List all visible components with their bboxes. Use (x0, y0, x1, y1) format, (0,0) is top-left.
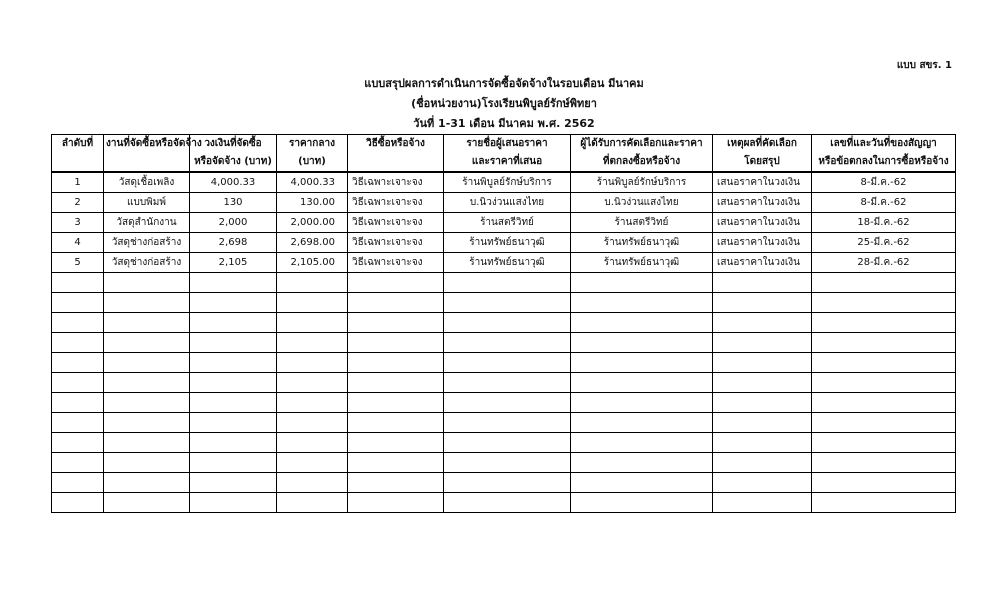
cell-budget: 2,105 (190, 253, 277, 273)
empty-table-row (52, 493, 956, 513)
cell-item: วัสดุสำนักงาน (104, 213, 190, 233)
form-code: แบบ สขร. 1 (896, 60, 952, 71)
empty-cell (713, 413, 812, 433)
empty-cell (277, 393, 348, 413)
empty-table-row (52, 453, 956, 473)
empty-cell (52, 293, 104, 313)
empty-cell (104, 273, 190, 293)
cell-reason: เสนอราคาในวงเงิน (713, 253, 812, 273)
cell-selected: ร้านพิบูลย์รักษ์บริการ (571, 172, 713, 193)
cell-selected: ร้านทรัพย์ธนาวุฒิ (571, 233, 713, 253)
empty-cell (713, 333, 812, 353)
empty-cell (52, 433, 104, 453)
empty-cell (571, 313, 713, 333)
empty-table-row (52, 293, 956, 313)
empty-cell (348, 493, 444, 513)
empty-cell (444, 473, 571, 493)
empty-cell (571, 373, 713, 393)
cell-selected: ร้านทรัพย์ธนาวุฒิ (571, 253, 713, 273)
cell-seq: 5 (52, 253, 104, 273)
empty-cell (190, 313, 277, 333)
cell-contract: 8-มี.ค.-62 (812, 193, 956, 213)
empty-cell (444, 293, 571, 313)
cell-seq: 4 (52, 233, 104, 253)
cell-seq: 1 (52, 172, 104, 193)
header-selected-2: ที่ตกลงซื้อหรือจ้าง (571, 153, 713, 172)
header-budget: วงเงินที่จัดซื้อ (190, 135, 277, 154)
empty-cell (277, 453, 348, 473)
empty-cell (713, 453, 812, 473)
empty-cell (812, 273, 956, 293)
cell-seq: 2 (52, 193, 104, 213)
empty-cell (190, 473, 277, 493)
empty-table-row (52, 413, 956, 433)
cell-reason: เสนอราคาในวงเงิน (713, 193, 812, 213)
empty-cell (104, 453, 190, 473)
empty-cell (52, 413, 104, 433)
empty-cell (812, 313, 956, 333)
empty-table-row (52, 333, 956, 353)
empty-cell (104, 493, 190, 513)
empty-cell (104, 413, 190, 433)
empty-cell (104, 373, 190, 393)
header-method-2 (348, 153, 444, 172)
empty-cell (571, 413, 713, 433)
empty-cell (52, 313, 104, 333)
empty-table-row (52, 353, 956, 373)
cell-item: วัสดุเชื้อเพลิง (104, 172, 190, 193)
empty-cell (713, 393, 812, 413)
empty-cell (571, 453, 713, 473)
table-row (52, 233, 956, 253)
empty-cell (571, 493, 713, 513)
empty-cell (104, 293, 190, 313)
header-median-price: ราคากลาง (277, 135, 348, 154)
empty-cell (571, 333, 713, 353)
cell-method: วิธีเฉพาะเจาะจง (348, 233, 444, 253)
empty-cell (348, 313, 444, 333)
empty-cell (277, 433, 348, 453)
empty-cell (812, 473, 956, 493)
empty-cell (812, 333, 956, 353)
empty-cell (52, 453, 104, 473)
cell-contract: 18-มี.ค.-62 (812, 213, 956, 233)
cell-selected: บ.นิวง่วนแสงไทย (571, 193, 713, 213)
empty-cell (812, 453, 956, 473)
empty-cell (444, 273, 571, 293)
empty-cell (444, 413, 571, 433)
empty-cell (571, 353, 713, 373)
header-item: งานที่จัดซื้อหรือจัดจ้าง (104, 135, 190, 154)
empty-cell (190, 273, 277, 293)
empty-cell (812, 433, 956, 453)
table-row (52, 172, 956, 193)
empty-cell (348, 293, 444, 313)
empty-table-row (52, 393, 956, 413)
header-row-1 (52, 135, 956, 154)
empty-cell (571, 273, 713, 293)
header-seq: ลำดับที่ (52, 135, 104, 154)
empty-cell (348, 473, 444, 493)
empty-cell (277, 373, 348, 393)
cell-bidders: ร้านทรัพย์ธนาวุฒิ (444, 233, 571, 253)
empty-cell (104, 473, 190, 493)
empty-cell (444, 493, 571, 513)
empty-cell (277, 333, 348, 353)
header-selected: ผู้ได้รับการคัดเลือกและราคา (571, 135, 713, 154)
empty-cell (812, 373, 956, 393)
cell-seq: 3 (52, 213, 104, 233)
empty-cell (190, 353, 277, 373)
cell-budget: 2,000 (190, 213, 277, 233)
empty-cell (348, 433, 444, 453)
empty-cell (52, 393, 104, 413)
cell-selected: ร้านสตรีวิทย์ (571, 213, 713, 233)
empty-cell (190, 293, 277, 313)
header-row-2 (52, 153, 956, 172)
empty-cell (104, 353, 190, 373)
cell-method: วิธีเฉพาะเจาะจง (348, 172, 444, 193)
header-bidders-2: และราคาที่เสนอ (444, 153, 571, 172)
empty-cell (190, 393, 277, 413)
empty-cell (571, 433, 713, 453)
empty-cell (104, 313, 190, 333)
cell-bidders: บ.นิวง่วนแสงไทย (444, 193, 571, 213)
empty-cell (713, 493, 812, 513)
empty-cell (52, 333, 104, 353)
cell-reason: เสนอราคาในวงเงิน (713, 172, 812, 193)
empty-cell (444, 453, 571, 473)
header-bidders: รายชื่อผู้เสนอราคา (444, 135, 571, 154)
empty-cell (277, 473, 348, 493)
header-reason: เหตุผลที่คัดเลือก (713, 135, 812, 154)
header-method: วิธีซื้อหรือจ้าง (348, 135, 444, 154)
empty-cell (52, 473, 104, 493)
empty-cell (190, 453, 277, 473)
empty-cell (812, 393, 956, 413)
empty-cell (444, 353, 571, 373)
report-title: แบบสรุปผลการดำเนินการจัดซื้อจัดจ้างในรอบเดือน มีนาคม (364, 77, 644, 90)
report-period: วันที่ 1-31 เดือน มีนาคม พ.ศ. 2562 (413, 117, 595, 130)
empty-cell (104, 393, 190, 413)
empty-table-row (52, 473, 956, 493)
cell-bidders: ร้านพิบูลย์รักษ์บริการ (444, 172, 571, 193)
empty-cell (52, 373, 104, 393)
empty-cell (348, 273, 444, 293)
cell-contract: 8-มี.ค.-62 (812, 172, 956, 193)
cell-method: วิธีเฉพาะเจาะจง (348, 213, 444, 233)
table-row (52, 253, 956, 273)
cell-item: วัสดุช่างก่อสร้าง (104, 253, 190, 273)
empty-cell (571, 393, 713, 413)
cell-bidders: ร้านทรัพย์ธนาวุฒิ (444, 253, 571, 273)
empty-cell (444, 313, 571, 333)
empty-cell (348, 333, 444, 353)
report-title-block (0, 74, 1008, 134)
empty-cell (190, 433, 277, 453)
cell-median-price: 2,698.00 (277, 233, 348, 253)
empty-cell (348, 413, 444, 433)
cell-reason: เสนอราคาในวงเงิน (713, 233, 812, 253)
cell-bidders: ร้านสตรีวิทย์ (444, 213, 571, 233)
empty-cell (277, 413, 348, 433)
table-row (52, 193, 956, 213)
empty-cell (812, 493, 956, 513)
empty-cell (812, 413, 956, 433)
cell-item: แบบพิมพ์ (104, 193, 190, 213)
empty-cell (348, 353, 444, 373)
cell-median-price: 2,000.00 (277, 213, 348, 233)
empty-cell (713, 433, 812, 453)
cell-budget: 2,698 (190, 233, 277, 253)
procurement-table (51, 134, 956, 513)
empty-table-row (52, 273, 956, 293)
cell-item: วัสดุช่างก่อสร้าง (104, 233, 190, 253)
header-item-2 (104, 153, 190, 172)
empty-cell (571, 293, 713, 313)
empty-cell (444, 333, 571, 353)
empty-cell (190, 493, 277, 513)
cell-method: วิธีเฉพาะเจาะจง (348, 193, 444, 213)
empty-cell (348, 373, 444, 393)
cell-method: วิธีเฉพาะเจาะจง (348, 253, 444, 273)
empty-cell (713, 273, 812, 293)
empty-cell (348, 453, 444, 473)
empty-cell (104, 333, 190, 353)
cell-contract: 28-มี.ค.-62 (812, 253, 956, 273)
header-reason-2: โดยสรุป (713, 153, 812, 172)
empty-cell (713, 313, 812, 333)
empty-cell (713, 373, 812, 393)
empty-cell (52, 273, 104, 293)
header-budget-2: หรือจัดจ้าง (บาท) (190, 153, 277, 172)
empty-cell (713, 473, 812, 493)
empty-cell (713, 353, 812, 373)
header-contract: เลขที่และวันที่ของสัญญา (812, 135, 956, 154)
empty-cell (104, 433, 190, 453)
empty-cell (277, 293, 348, 313)
empty-cell (812, 353, 956, 373)
empty-cell (444, 393, 571, 413)
empty-cell (277, 273, 348, 293)
empty-cell (190, 413, 277, 433)
empty-table-row (52, 373, 956, 393)
empty-cell (52, 353, 104, 373)
header-seq-2 (52, 153, 104, 172)
table-row (52, 213, 956, 233)
empty-cell (190, 373, 277, 393)
empty-table-row (52, 313, 956, 333)
empty-cell (348, 393, 444, 413)
cell-budget: 4,000.33 (190, 172, 277, 193)
header-contract-2: หรือข้อตกลงในการซื้อหรือจ้าง (812, 153, 956, 172)
empty-cell (812, 293, 956, 313)
cell-median-price: 130.00 (277, 193, 348, 213)
cell-budget: 130 (190, 193, 277, 213)
empty-cell (52, 493, 104, 513)
empty-cell (444, 433, 571, 453)
empty-cell (277, 313, 348, 333)
cell-median-price: 4,000.33 (277, 172, 348, 193)
empty-cell (277, 493, 348, 513)
empty-cell (277, 353, 348, 373)
cell-reason: เสนอราคาในวงเงิน (713, 213, 812, 233)
empty-cell (444, 373, 571, 393)
empty-table-row (52, 433, 956, 453)
empty-cell (571, 473, 713, 493)
cell-contract: 25-มี.ค.-62 (812, 233, 956, 253)
empty-cell (190, 333, 277, 353)
empty-cell (713, 293, 812, 313)
header-median-price-2: (บาท) (277, 153, 348, 172)
cell-median-price: 2,105.00 (277, 253, 348, 273)
agency-name: (ชื่อหน่วยงาน)โรงเรียนพิบูลย์รักษ์พิทยา (411, 97, 597, 110)
